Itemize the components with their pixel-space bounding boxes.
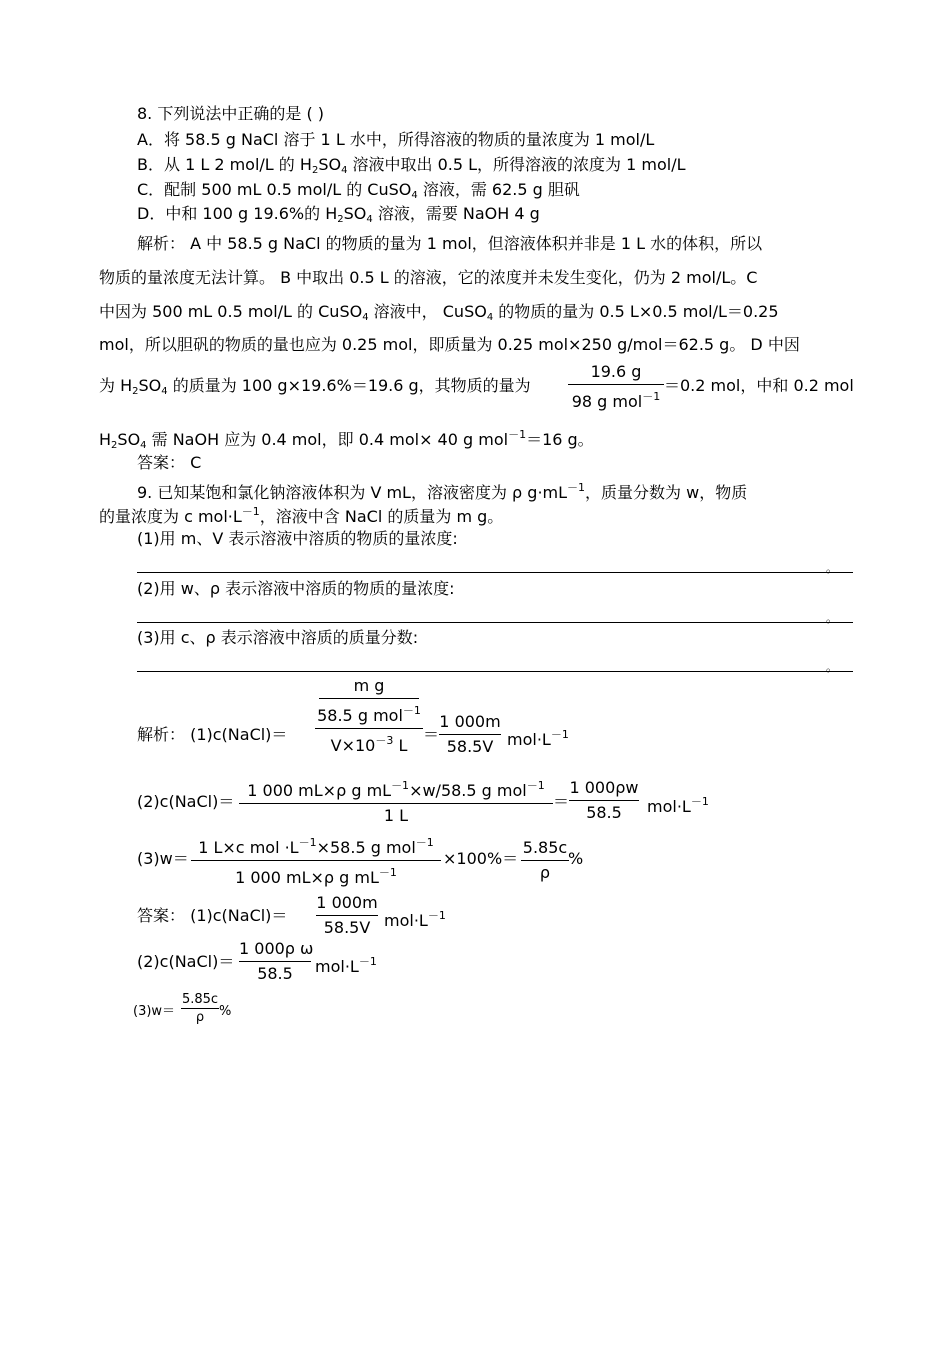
q9-part3-answer-line (137, 671, 853, 672)
q9-analysis-3-tail: ×100%＝ (443, 849, 519, 868)
q9-answer-3-percent: % (219, 1004, 232, 1019)
q8-analysis-line5: 为 $H_2SO_4$ 的质量为 100 g×19.6%＝19.6 g，其物质的量为 (99, 376, 531, 397)
q9-analysis-2-equals: ＝ (553, 792, 570, 811)
q9-part2-period: 。 (826, 611, 839, 625)
q9-analysis-3-result: 5.85c ρ (522, 838, 568, 882)
q8-option-b: B．从 1 L 2 mol/L 的 $H_2SO_4$ 溶液中取出 0.5 L，所得溶液的浓度为 1 mol/L (137, 155, 686, 176)
q9-answer-1-label: 答案： (1)c(NaCl)＝ (137, 906, 288, 925)
q8-analysis-line2: 物质的量浓度无法计算。 B 中取出 0.5 L 的溶液，它的浓度并未发生变化，仍为 2 mol/L。C (99, 268, 758, 287)
q9-analysis-2-result: 1 000ρw 58.5 (569, 778, 639, 822)
q8-option-d: D．中和 100 g 19.6%的 $H_2SO_4$ 溶液，需要 NaOH 4 g (137, 204, 540, 225)
q9-part1-answer-line (137, 572, 853, 573)
q8-option-a: A．将 58.5 g NaCl 溶于 1 L 水中，所得溶液的物质的量浓度为 1 mol/L (137, 130, 655, 149)
q9-analysis-1-complex-fraction: m g 58.5 g mol$^{-1}$ $V\times 10^{-3}$ L (315, 676, 423, 756)
q9-part1-period: 。 (826, 561, 839, 575)
q9-analysis-3-percent: % (568, 849, 584, 868)
q9-analysis-1-label: 解析： (1)c(NaCl)＝ (137, 725, 288, 744)
q8-stem: 8. 下列说法中正确的是 ( ) (137, 104, 325, 123)
q9-analysis-3-label: (3)w＝ (137, 849, 189, 868)
q9-stem-line1: 9. 已知某饱和氯化钠溶液体积为 V mL，溶液密度为 ρ $g\cdot mL^{-1}$，质量分数为 w，物质 (137, 481, 748, 502)
q8-analysis-line1: 解析： A 中 58.5 g NaCl 的物质的量为 1 mol，但溶液体积并非是 1 L 水的体积，所以 (137, 234, 763, 253)
q9-analysis-1-result: 1 000m 58.5V (439, 712, 501, 756)
q9-analysis-3-fraction: 1 L×c mol $\cdot L^{-1}\times 58.5$ g mol$^{-1}$ 1 000 mL×ρ g $mL^{-1}$ (191, 833, 441, 888)
q9-stem-line2: 的量浓度为 c $mol\cdot L^{-1}$，溶液中含 NaCl 的质量为 m g。 (99, 505, 504, 526)
q8-analysis-line4: mol，所以胆矾的物质的量也应为 0.25 mol，即质量为 0.25 mol×250 g/mol＝62.5 g。 D 中因 (99, 335, 800, 354)
q9-answer-1-fraction: 1 000m 58.5V (316, 893, 378, 937)
q9-part2-answer-line (137, 622, 853, 623)
q9-analysis-2-fraction: 1 000 mL×ρ g $mL^{-1}\times w/58.5$ g mol$^{-1}$ 1 L (239, 776, 553, 826)
q9-analysis-1-unit: $mol\cdot L^{-1}$ (507, 728, 569, 749)
q9-part3-period: 。 (826, 660, 839, 674)
q9-answer-2-label: (2)c(NaCl)＝ (137, 952, 235, 971)
q9-answer-3-fraction: 5.85c ρ (181, 992, 219, 1025)
q8-analysis-line6: $H_2SO_4$ 需 NaOH 应为 0.4 mol，即 0.4 mol× 40 g mol$^{-1}$＝16 g。 (99, 428, 594, 451)
q9-analysis-1-equals: ＝ (423, 725, 440, 744)
q8-option-c: C．配制 500 mL 0.5 mol/L 的 CuSO$_4$ 溶液，需 62.5 g 胆矾 (137, 180, 580, 201)
q8-analysis-line3: 中因为 500 mL 0.5 mol/L 的 CuSO$_4$ 溶液中， CuSO$_4$ 的物质的量为 0.5 L×0.5 mol/L＝0.25 (99, 302, 779, 323)
q8-analysis-line5-end: ＝0.2 mol，中和 0.2 mol (664, 376, 854, 395)
q8-moles-fraction: 19.6 g 98 g mol$^{-1}$ (568, 362, 664, 412)
q9-answer-2-unit: $mol\cdot L^{-1}$ (315, 955, 377, 976)
q9-part1-prompt: (1)用 m、V 表示溶液中溶质的物质的量浓度: (137, 529, 458, 548)
q9-answer-3-label: (3)w＝ (133, 1004, 176, 1019)
q8-answer: 答案： C (137, 453, 202, 472)
q9-analysis-2-label: (2)c(NaCl)＝ (137, 792, 235, 811)
q9-answer-1-unit: $mol\cdot L^{-1}$ (384, 909, 446, 930)
q9-answer-2-fraction: 1 000ρ ω 58.5 (239, 939, 314, 983)
q9-part2-prompt: (2)用 w、ρ 表示溶液中溶质的物质的量浓度: (137, 579, 455, 598)
q9-analysis-2-unit: $mol\cdot L^{-1}$ (647, 795, 709, 816)
q9-part3-prompt: (3)用 c、ρ 表示溶液中溶质的质量分数: (137, 628, 419, 647)
